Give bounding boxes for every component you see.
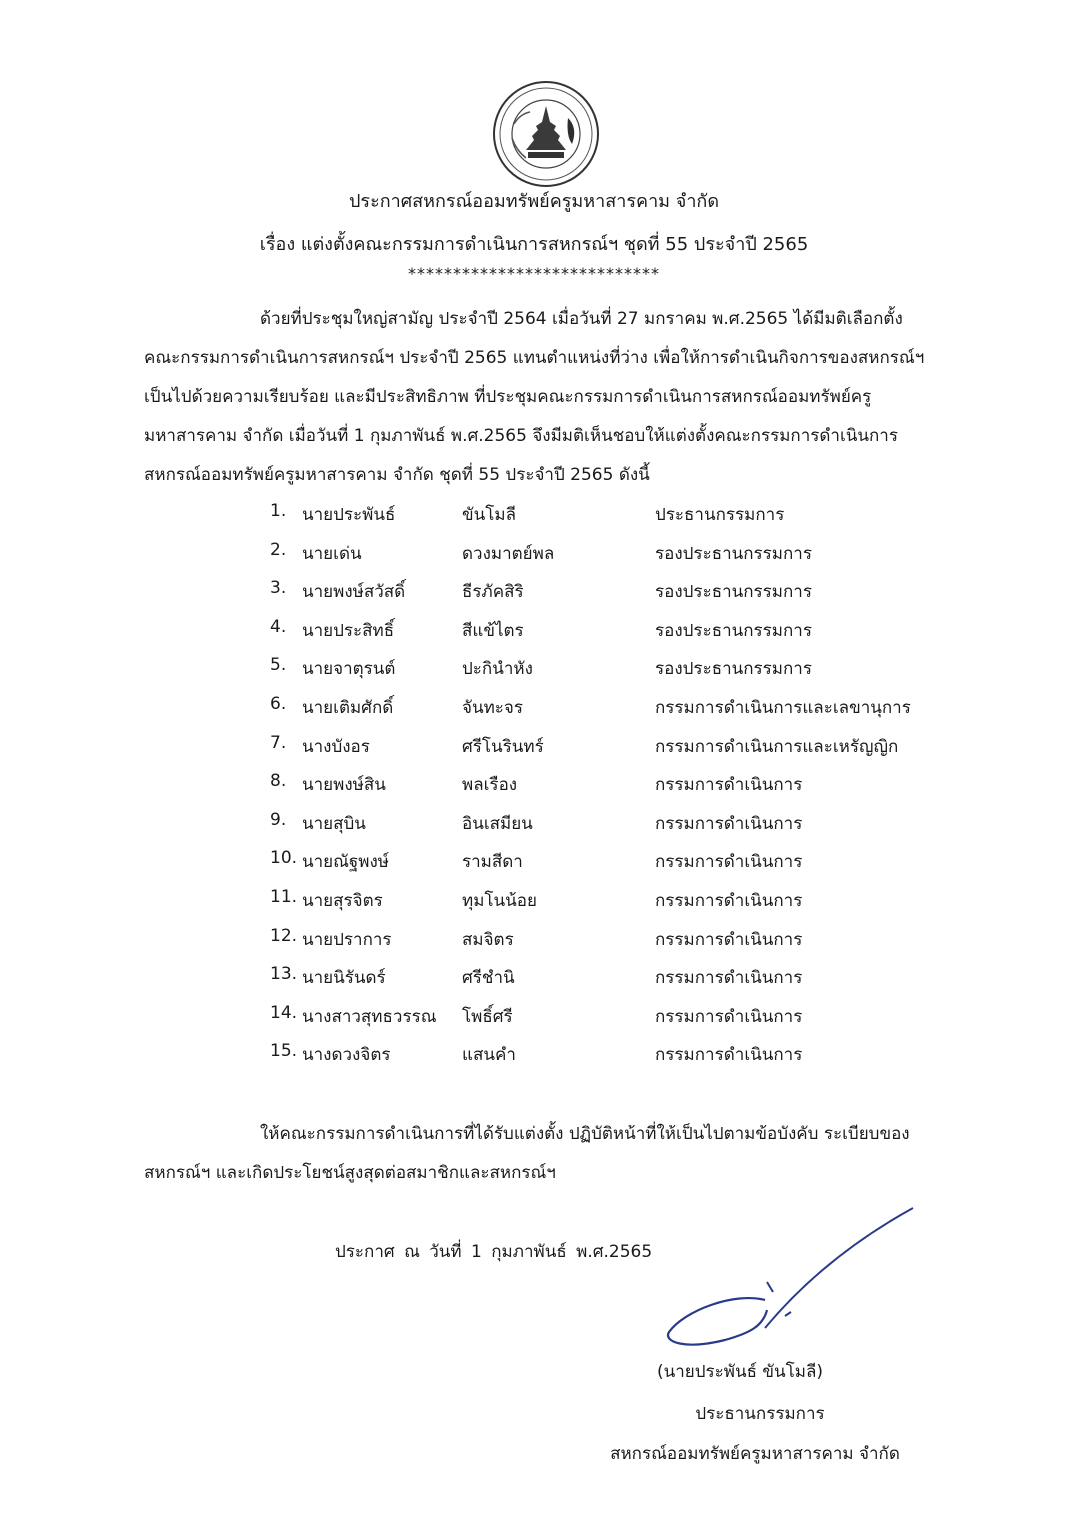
member-last-name: แสนคำ	[462, 1045, 516, 1066]
member-row	[0, 688, 1068, 727]
member-position: กรรมการดำเนินการและเลขานุการ	[655, 697, 911, 718]
member-row	[0, 495, 1068, 534]
member-number: 5.	[270, 655, 287, 676]
member-last-name: อินเสมียน	[462, 813, 533, 834]
signer-organization: สหกรณ์ออมทรัพย์ครูมหาสารคาม จำกัด	[610, 1444, 900, 1464]
member-position: กรรมการดำเนินการ	[655, 968, 803, 989]
member-row	[0, 727, 1068, 766]
member-position: ประธานกรรมการ	[655, 505, 785, 525]
member-number: 14.	[270, 1002, 298, 1023]
member-position: กรรมการดำเนินการ	[655, 890, 803, 911]
intro-line: คณะกรรมการดำเนินการสหกรณ์ฯ ประจำปี 2565 แทนตำแหน่งที่ว่าง เพื่อให้การดำเนินกิจการของสหกรณ์ฯ	[144, 348, 925, 368]
member-number: 1.	[270, 501, 287, 521]
member-position: กรรมการดำเนินการ	[655, 775, 803, 796]
member-first-name: นายพงษ์สิน	[302, 775, 386, 796]
member-first-name: นายสุรจิตร	[302, 890, 383, 911]
committee-member-list	[0, 495, 1068, 1074]
member-number: 13.	[270, 964, 298, 985]
member-row	[0, 765, 1068, 804]
member-last-name: สมจิตร	[462, 929, 514, 950]
member-row	[0, 997, 1068, 1036]
member-number: 8.	[270, 771, 287, 792]
member-row	[0, 842, 1068, 881]
member-row	[0, 920, 1068, 959]
announcement-title: ประกาศสหกรณ์ออมทรัพย์ครูมหาสารคาม จำกัด	[348, 191, 720, 212]
member-first-name: นายนิรันดร์	[302, 968, 386, 989]
member-number: 12.	[270, 925, 298, 946]
member-row	[0, 572, 1068, 611]
member-position: กรรมการดำเนินการ	[655, 1006, 803, 1027]
member-first-name: นางสาวสุทธวรรณ	[302, 1006, 437, 1027]
member-first-name: นายสุบิน	[302, 813, 366, 834]
intro-line: สหกรณ์ออมทรัพย์ครูมหาสารคาม จำกัด ชุดที่ 55 ประจำปี 2565 ดังนี้	[144, 465, 650, 485]
intro-line: เป็นไปด้วยความเรียบร้อย และมีประสิทธิภาพ ที่ประชุมคณะกรรมการดำเนินการสหกรณ์ออมทรัพย์ครู	[144, 387, 872, 407]
member-row	[0, 958, 1068, 997]
closing-line: สหกรณ์ฯ และเกิดประโยชน์สูงสุดต่อสมาชิกและสหกรณ์ฯ	[144, 1163, 556, 1183]
member-first-name: นายปราการ	[302, 929, 392, 950]
member-first-name: นางดวงจิตร	[302, 1045, 391, 1066]
member-first-name: นายเติมศักดิ์	[302, 697, 394, 718]
member-number: 6.	[270, 693, 287, 714]
member-last-name: ศรีโนรินทร์	[462, 736, 544, 757]
member-last-name: ปะกินำหัง	[462, 659, 533, 680]
member-position: กรรมการดำเนินการ	[655, 1045, 803, 1066]
member-number: 15.	[270, 1041, 298, 1062]
member-row	[0, 649, 1068, 688]
member-position: กรรมการดำเนินการ	[655, 852, 803, 873]
member-number: 9.	[270, 809, 287, 830]
member-row	[0, 881, 1068, 920]
member-last-name: ทุมโนน้อย	[462, 890, 537, 911]
member-number: 11.	[270, 886, 298, 907]
member-row	[0, 534, 1068, 573]
member-position: กรรมการดำเนินการและเหรัญญิก	[655, 736, 899, 757]
cooperative-seal-logo	[490, 78, 602, 190]
signer-position: ประธานกรรมการ	[695, 1404, 825, 1424]
intro-line: มหาสารคาม จำกัด เมื่อวันที่ 1 กุมภาพันธ์ พ.ศ.2565 จึงมีมติเห็นชอบให้แต่งตั้งคณะกรรมการดำเนินการ	[144, 426, 898, 446]
member-last-name: รามสีดา	[462, 852, 523, 873]
member-last-name: พลเรือง	[462, 775, 518, 796]
announcement-date: ประกาศ ณ วันที่ 1 กุมภาพันธ์ พ.ศ.2565	[335, 1242, 653, 1262]
member-row	[0, 611, 1068, 650]
member-last-name: จันทะจร	[462, 697, 524, 718]
member-position: รองประธานกรรมการ	[655, 543, 812, 564]
separator-line: ****************************	[408, 264, 660, 283]
member-row	[0, 804, 1068, 843]
member-position: กรรมการดำเนินการ	[655, 813, 803, 834]
member-first-name: นายพงษ์สวัสดิ์	[302, 582, 406, 603]
member-number: 3.	[270, 578, 287, 599]
member-first-name: นายจาตุรนต์	[302, 659, 396, 680]
handwritten-signature	[655, 1200, 925, 1350]
member-last-name: โพธิ์ศรี	[462, 1006, 513, 1027]
intro-line: ด้วยที่ประชุมใหญ่สามัญ ประจำปี 2564 เมื่อวันที่ 27 มกราคม พ.ศ.2565 ได้มีมติเลือกตั้ง	[260, 309, 903, 329]
member-position: รองประธานกรรมการ	[655, 582, 812, 603]
member-position: รองประธานกรรมการ	[655, 620, 812, 641]
member-number: 2.	[270, 539, 287, 560]
member-number: 7.	[270, 732, 287, 753]
intro-paragraph	[144, 300, 944, 495]
member-first-name: นายประพันธ์	[302, 505, 396, 525]
member-last-name: ขันโมลี	[462, 505, 516, 525]
member-last-name: ดวงมาตย์พล	[462, 543, 555, 564]
announcement-subject: เรื่อง แต่งตั้งคณะกรรมการดำเนินการสหกรณ์ฯ ชุดที่ 55 ประจำปี 2565	[259, 234, 809, 255]
member-number: 4.	[270, 616, 287, 637]
member-position: กรรมการดำเนินการ	[655, 929, 803, 950]
signer-name: (นายประพันธ์ ขันโมลี)	[656, 1362, 824, 1382]
member-last-name: ศรีชำนิ	[462, 968, 515, 989]
member-position: รองประธานกรรมการ	[655, 659, 812, 680]
member-last-name: สีแข้ไตร	[462, 620, 524, 641]
member-first-name: นายเด่น	[302, 543, 362, 564]
closing-paragraph	[144, 1115, 944, 1193]
member-first-name: นายประสิทธิ์	[302, 620, 395, 641]
member-first-name: นายณัฐพงษ์	[302, 852, 389, 873]
member-last-name: ธีรภัคสิริ	[462, 582, 524, 603]
member-number: 10.	[270, 848, 298, 869]
member-first-name: นางบังอร	[302, 736, 370, 757]
member-row	[0, 1035, 1068, 1074]
closing-line: ให้คณะกรรมการดำเนินการที่ได้รับแต่งตั้ง ปฏิบัติหน้าที่ให้เป็นไปตามข้อบังคับ ระเบียบของ	[260, 1124, 910, 1144]
